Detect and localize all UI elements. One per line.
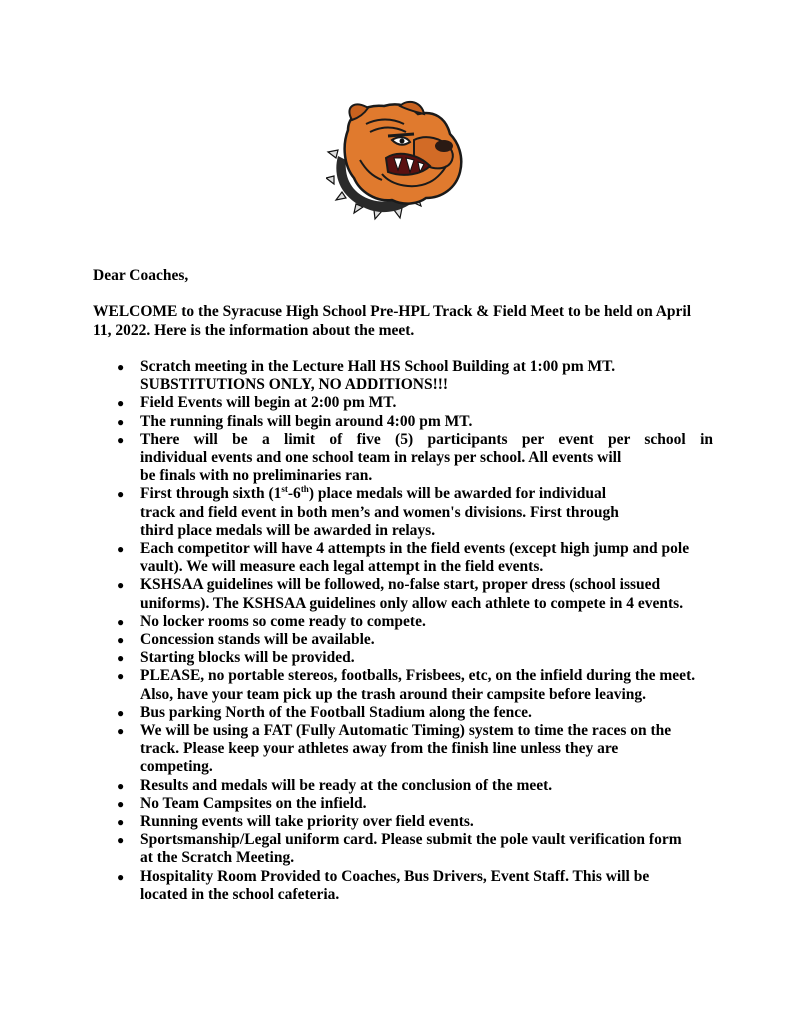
list-item: ● Scratch meeting in the Lecture Hall HS School Building at 1:00 pm MT. SUBSTITUTIONS ONLY, NO ADDITIONS!!! (117, 358, 616, 394)
list-item: ● The running finals will begin around 4:00 pm MT. (117, 412, 473, 430)
list-item: ● KSHSAA guidelines will be followed, no-false start, proper dress (school issued uniforms). The KSHSAA guidelines only allow each athlete to compete in 4 events. (117, 576, 684, 612)
list-item: ● No locker rooms so come ready to compete. (117, 612, 426, 630)
bullet-icon: ● (117, 869, 125, 884)
list-item: ● Each competitor will have 4 attempts in the field events (except high jump and pole vault). We will measure each legal attempt in the field events. (117, 540, 690, 576)
bullet-icon: ● (117, 396, 125, 411)
list-item: ● Sportsmanship/Legal uniform card. Please submit the pole vault verification form at the Scratch Meeting. (117, 831, 682, 867)
bullet-icon: ● (117, 614, 125, 629)
list-item: ● There will be a limit of five (5) participants per event per school in individual events and one school team in relays per school. All events will be finals with no preliminaries ran. (117, 430, 713, 485)
list-item: ● Field Events will begin at 2:00 pm MT. (117, 394, 397, 412)
list-item: ● Results and medals will be ready at the conclusion of the meet. (117, 776, 553, 794)
list-item: ● Hospitality Room Provided to Coaches, Bus Drivers, Event Staff. This will be located in the school cafeteria. (117, 867, 650, 903)
bullet-icon: ● (117, 487, 125, 502)
list-item: ● Running events will take priority over field events. (117, 813, 474, 831)
intro-paragraph (93, 303, 708, 340)
meet-info-list (93, 358, 713, 904)
bullet-icon: ● (117, 669, 125, 684)
bullet-icon: ● (117, 705, 125, 720)
bullet-icon: ● (117, 633, 125, 648)
bullet-icon: ● (117, 432, 125, 447)
list-item: ● We will be using a FAT (Fully Automatic Timing) system to time the races on the track. Please keep your athletes away from the finish line unless they are competing. (117, 722, 672, 776)
intro-line: WELCOME to the Syracuse High School Pre-HPL Track & Field Meet to be held on April (93, 303, 692, 320)
list-item: ● Concession stands will be available. (117, 631, 375, 649)
bullet-icon: ● (117, 414, 125, 429)
bullet-icon: ● (117, 578, 125, 593)
intro-line: 11, 2022. Here is the information about the meet. (93, 321, 415, 339)
bullet-icon: ● (117, 724, 125, 739)
bullet-icon: ● (117, 651, 125, 666)
salutation: Dear Coaches, (93, 267, 189, 284)
bullet-icon: ● (117, 778, 125, 793)
bullet-icon: ● (117, 833, 125, 848)
bullet-icon: ● (117, 542, 125, 557)
bullet-icon: ● (117, 815, 125, 830)
bullet-icon: ● (117, 796, 125, 811)
list-item: ● First through sixth (1st-6th) place medals will be awarded for individual track and field event in both men’s and women's divisions. First through third place medals will be awarded in relays. (117, 484, 619, 539)
list-item: ● Bus parking North of the Football Stadium along the fence. (117, 703, 532, 721)
bulldog-mascot-logo (326, 100, 466, 222)
list-item: ● PLEASE, no portable stereos, footballs, Frisbees, etc, on the infield during the meet. Also, have your team pick up the trash around their campsite before leaving. (117, 667, 696, 703)
bullet-icon: ● (117, 360, 125, 374)
list-item: ● No Team Campsites on the infield. (117, 794, 367, 812)
list-item: ● Starting blocks will be provided. (117, 649, 355, 667)
